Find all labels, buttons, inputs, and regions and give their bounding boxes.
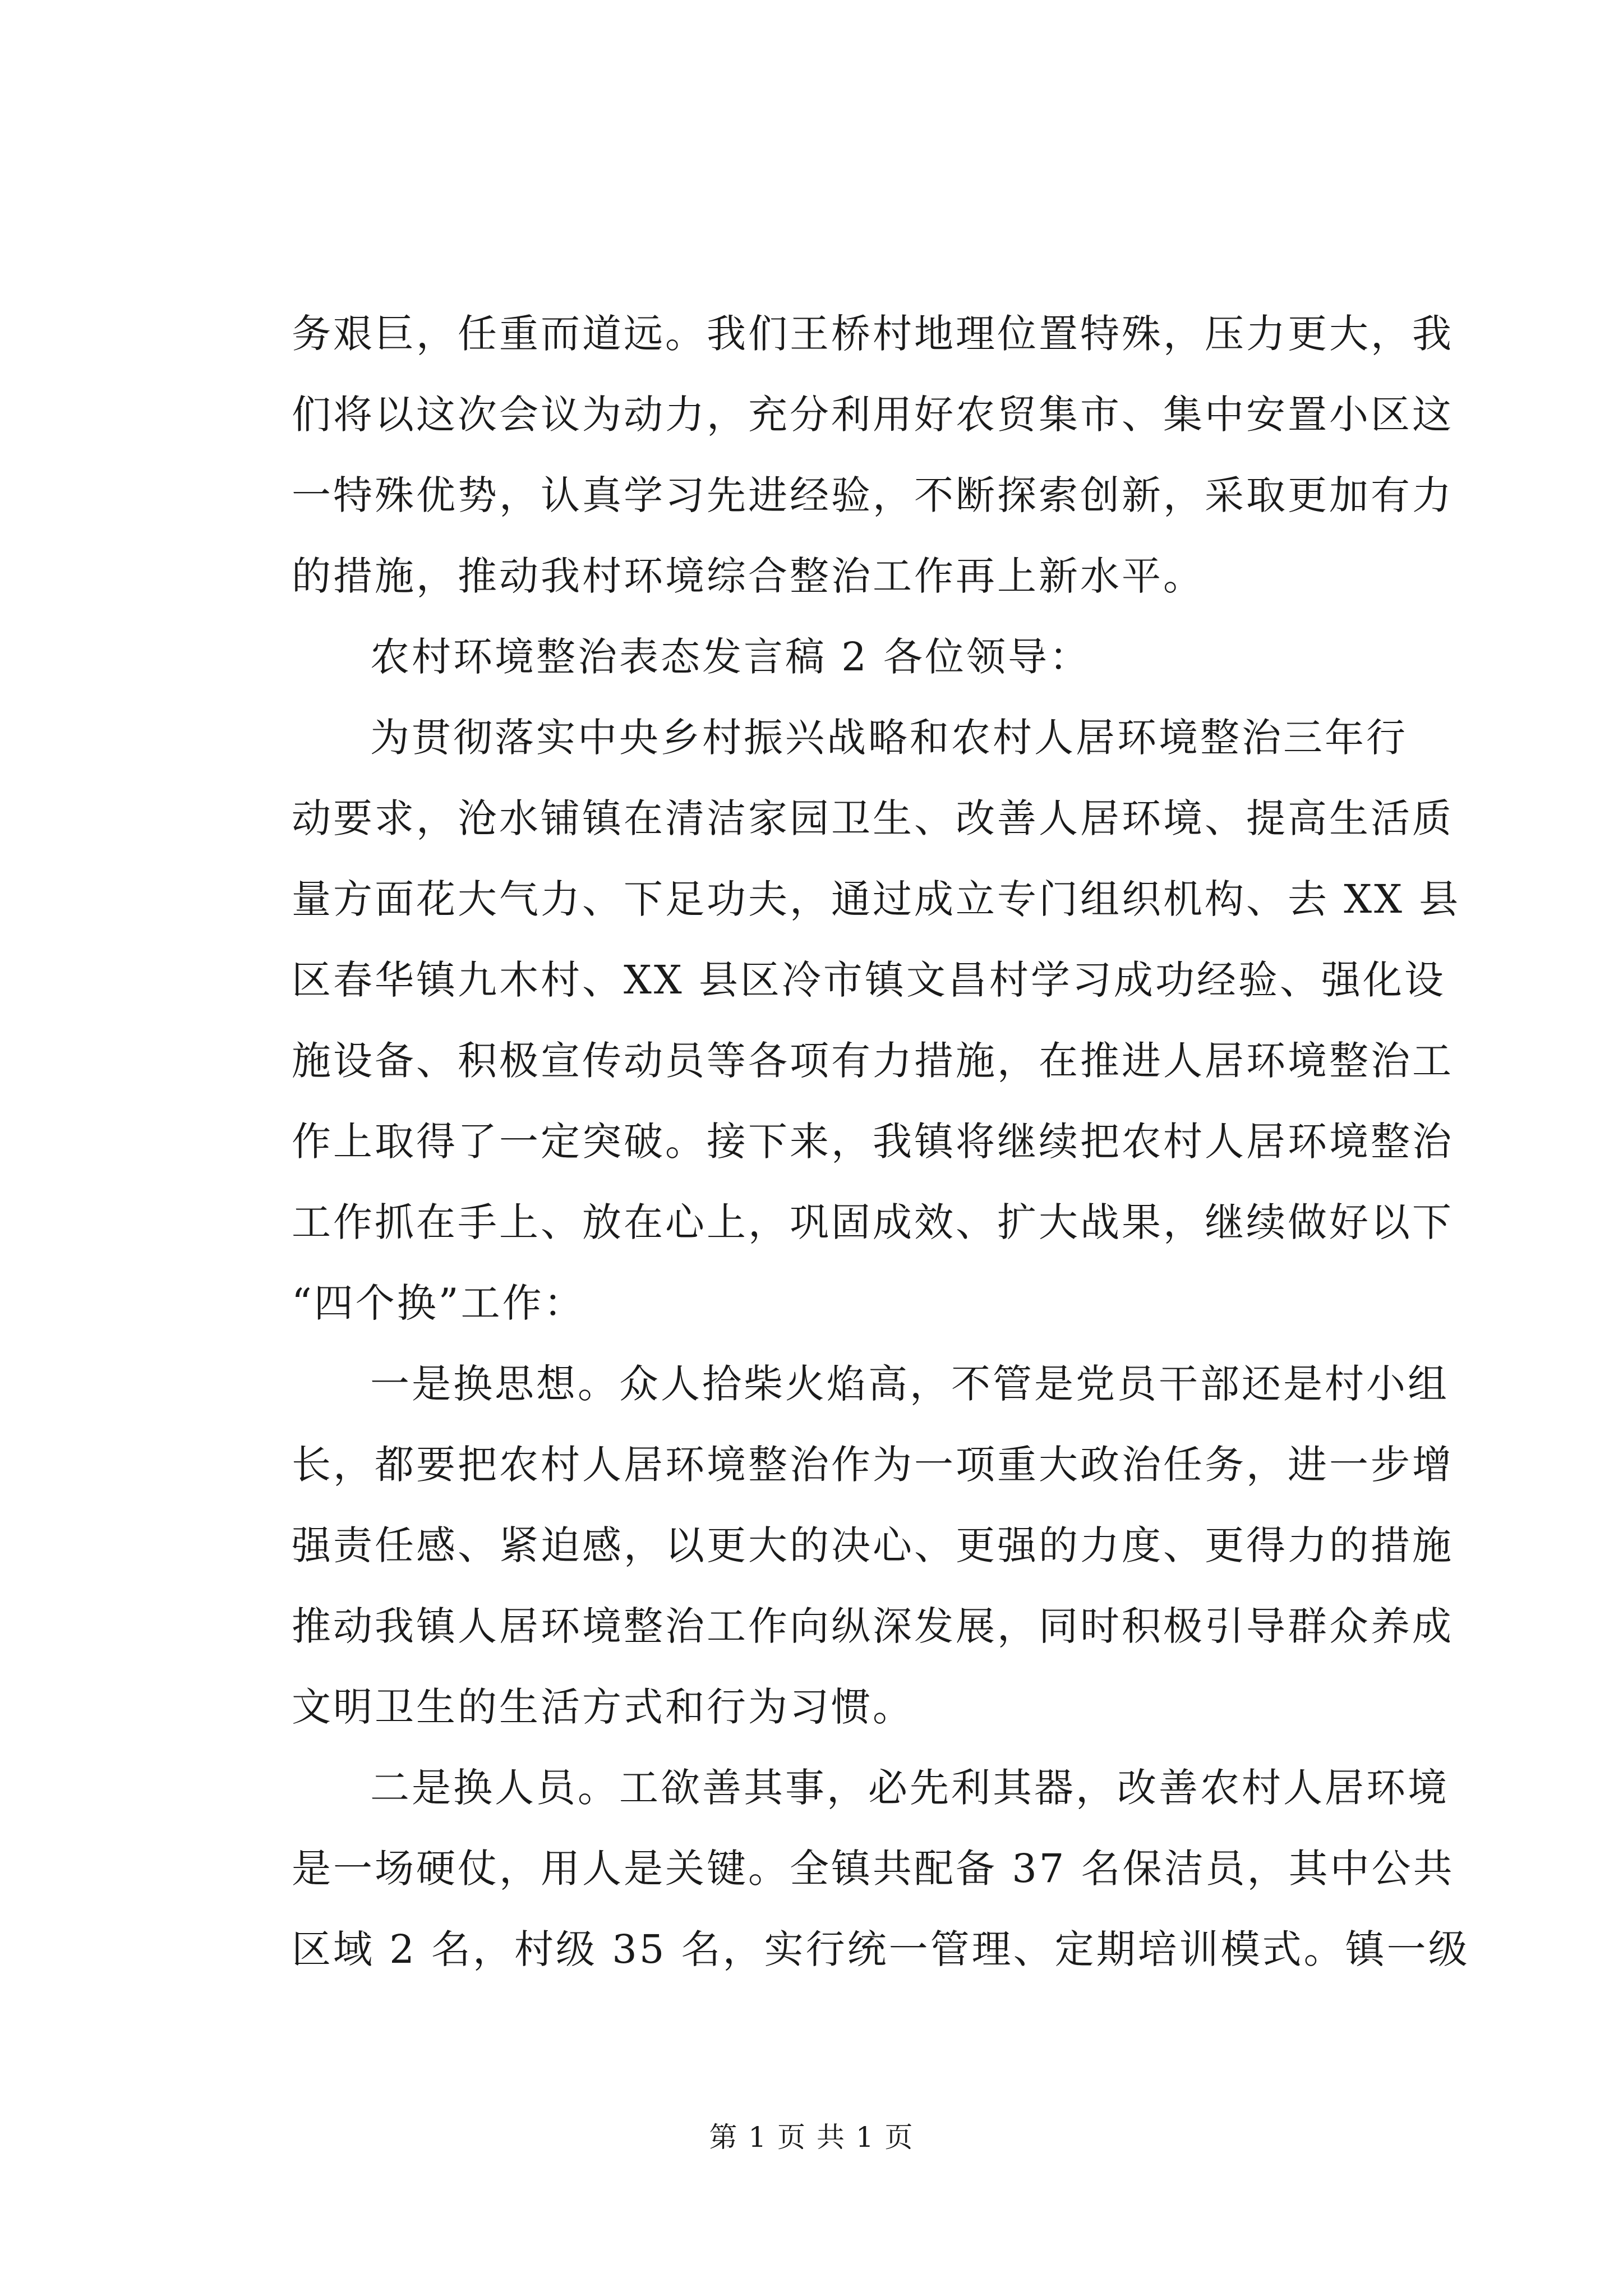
page-footer: 第 1 页 共 1 页 — [709, 2121, 914, 2154]
text-line: 一特殊优势，认真学习先进经验，不断探索创新，采取更加有力 — [292, 472, 1454, 518]
text-line: “四个换”工作： — [292, 1280, 585, 1326]
text-line: 长，都要把农村人居环境整治作为一项重大政治任务，进一步增 — [292, 1442, 1454, 1488]
text-line: 们将以这次会议为动力，充分利用好农贸集市、集中安置小区这 — [292, 392, 1454, 438]
text-line: 工作抓在手上、放在心上，巩固成效、扩大战果，继续做好以下 — [292, 1199, 1454, 1245]
text-line: 区春华镇九木村、XX 县区冷市镇文昌村学习成功经验、强化设 — [292, 957, 1446, 1003]
text-line: 作上取得了一定突破。接下来，我镇将继续把农村人居环境整治 — [292, 1119, 1454, 1165]
paragraph-start: 二是换人员。工欲善其事，必先利其器，改善农村人居环境 — [370, 1765, 1449, 1811]
text-line: 是一场硬仗，用人是关键。全镇共配备 37 名保洁员，其中公共 — [292, 1846, 1455, 1892]
text-line: 推动我镇人居环境整治工作向纵深发展，同时积极引导群众养成 — [292, 1603, 1454, 1649]
text-line: 文明卫生的生活方式和行为习惯。 — [292, 1684, 914, 1730]
text-line: 区域 2 名，村级 35 名，实行统一管理、定期培训模式。镇一级 — [292, 1926, 1470, 1972]
text-line: 施设备、积极宣传动员等各项有力措施，在推进人居环境整治工 — [292, 1038, 1454, 1084]
text-line: 动要求，沧水铺镇在清洁家园卫生、改善人居环境、提高生活质 — [292, 795, 1454, 841]
text-line: 量方面花大气力、下足功夫，通过成立专门组织机构、去 XX 县 — [292, 876, 1461, 922]
paragraph-start: 为贯彻落实中央乡村振兴战略和农村人居环境整治三年行 — [370, 715, 1408, 761]
section-heading: 农村环境整治表态发言稿 2 各位领导： — [370, 634, 1091, 680]
paragraph-start: 一是换思想。众人拾柴火焰高，不管是党员干部还是村小组 — [370, 1361, 1449, 1407]
text-line: 务艰巨，任重而道远。我们王桥村地理位置特殊，压力更大，我 — [292, 311, 1454, 357]
text-line: 的措施，推动我村环境综合整治工作再上新水平。 — [292, 553, 1205, 599]
text-line: 强责任感、紧迫感，以更大的决心、更强的力度、更得力的措施 — [292, 1522, 1454, 1568]
